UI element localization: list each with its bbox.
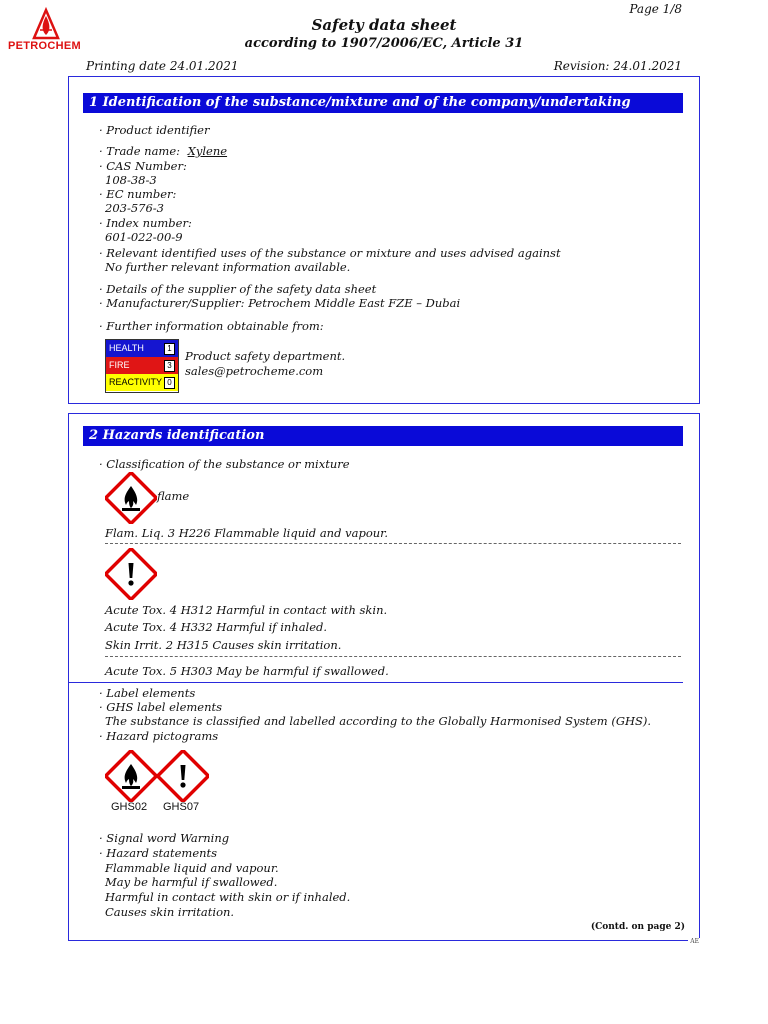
flame-icon	[105, 472, 157, 528]
hazard-pictograms-label: · Hazard pictograms	[99, 729, 219, 743]
ec-value: 203-576-3	[105, 201, 164, 215]
dotted-separator	[105, 656, 681, 657]
hazard-acute-tox-oral: Acute Tox. 5 H303 May be harmful if swallowed.	[105, 664, 389, 678]
ghs-label-elements-label: · GHS label elements	[99, 700, 223, 714]
signal-word: · Signal word Warning	[99, 831, 230, 845]
hazard-statement-3: Harmful in contact with skin or if inhaled.	[105, 890, 351, 904]
contact-department: Product safety department.	[185, 349, 346, 363]
exclamation-mark-icon	[105, 548, 157, 604]
hmis-health-row	[106, 340, 178, 357]
trade-name-value: Xylene	[187, 144, 228, 158]
section-2-frame	[68, 413, 700, 945]
hazard-flam-liq: Flam. Liq. 3 H226 Flammable liquid and vapour.	[105, 526, 389, 540]
hmis-health-label: HEALTH	[109, 343, 144, 353]
uses-label: · Relevant identified uses of the substance or mixture and uses advised against	[99, 246, 561, 260]
section-1-heading: 1 Identification of the substance/mixture and of the company/undertaking	[83, 93, 683, 113]
logo-text: PETROCHEM	[8, 40, 81, 52]
flame-icon	[105, 750, 157, 806]
revision-date: Revision: 24.01.2021	[553, 59, 682, 73]
ghs-statement: The substance is classified and labelled according to the Globally Harmonised System (GHS).	[105, 714, 652, 728]
exclamation-mark-icon	[157, 750, 209, 806]
hmis-reactivity-value: 0	[164, 377, 175, 389]
hazard-skin-irrit: Skin Irrit. 2 H315 Causes skin irritation.	[105, 638, 342, 652]
section-2-heading: 2 Hazards identification	[83, 426, 683, 446]
hazard-statement-1: Flammable liquid and vapour.	[105, 861, 279, 875]
document-subtitle: according to 1907/2006/EC, Article 31	[244, 36, 524, 51]
hmis-health-value: 1	[164, 343, 175, 355]
continued-note: (Contd. on page 2)	[590, 922, 685, 932]
hmis-fire-value: 3	[164, 360, 175, 372]
hmis-reactivity-row	[106, 374, 178, 391]
document-title: Safety data sheet	[311, 16, 457, 34]
trade-name-row	[99, 144, 227, 158]
index-value: 601-022-00-9	[105, 230, 183, 244]
hazard-statements-label: · Hazard statements	[99, 846, 218, 860]
hazard-statement-2: May be harmful if swallowed.	[105, 875, 278, 889]
trade-name-label: · Trade name:	[99, 144, 181, 158]
hazard-acute-tox-inhal: Acute Tox. 4 H332 Harmful if inhaled.	[105, 620, 328, 634]
dotted-separator	[105, 543, 681, 544]
hmis-rating-box	[105, 339, 179, 393]
uses-value: No further relevant information available.	[105, 260, 351, 274]
cas-label: · CAS Number:	[99, 159, 187, 173]
further-info-label: · Further information obtainable from:	[99, 319, 324, 333]
cas-value: 108-38-3	[105, 173, 157, 187]
index-label: · Index number:	[99, 216, 192, 230]
hazard-acute-tox-dermal: Acute Tox. 4 H312 Harmful in contact with skin.	[105, 603, 388, 617]
classification-label: · Classification of the substance or mixture	[99, 457, 350, 471]
page-number: Page 1/8	[629, 2, 682, 16]
printing-date: Printing date 24.01.2021	[86, 59, 239, 73]
section-1-frame	[68, 76, 700, 404]
ghs07-label: GHS07	[163, 801, 200, 813]
supplier-details-label: · Details of the supplier of the safety data sheet	[99, 282, 377, 296]
footer-code: AE	[690, 938, 699, 945]
manufacturer-label: · Manufacturer/Supplier: Petrochem Middle East FZE – Dubai	[99, 296, 461, 310]
ghs02-label: GHS02	[111, 801, 148, 813]
ec-label: · EC number:	[99, 187, 177, 201]
label-elements-label: · Label elements	[99, 686, 196, 700]
hmis-reactivity-label: REACTIVITY	[109, 377, 163, 387]
flame-label: flame	[157, 489, 190, 503]
hazard-statement-4: Causes skin irritation.	[105, 905, 235, 919]
hmis-fire-label: FIRE	[109, 360, 130, 370]
hmis-fire-row	[106, 357, 178, 374]
contact-email[interactable]: sales@petrocheme.com	[185, 364, 324, 378]
product-identifier-label: · Product identifier	[99, 123, 210, 137]
section-divider	[69, 682, 683, 683]
